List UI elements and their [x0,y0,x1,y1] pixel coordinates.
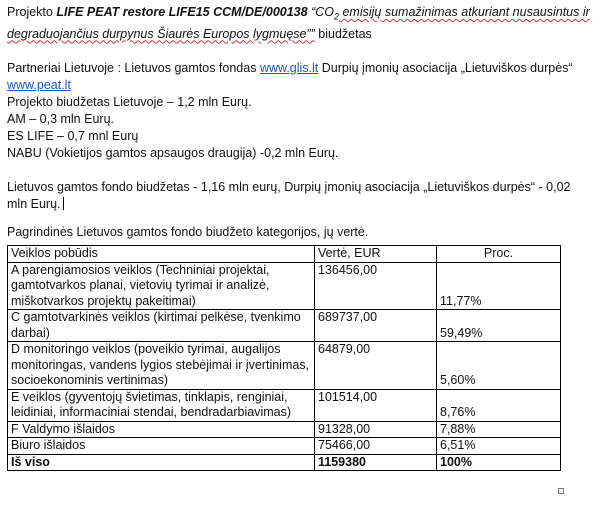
budget-table [7,245,561,471]
project-code: LIFE PEAT restore LIFE15 CCM/DE/000138 [56,5,308,19]
budget-line: ES LIFE – 0,7 mnl Eurų [7,128,139,143]
header-cell: Veiklos pobūdis [8,246,315,263]
value-cell: 75466,00 [315,438,437,455]
percent-cell: 59,49% [437,310,561,342]
project-name: emisijų sumažinimas atkuriant nusausintus ir degraduojančius durpynus Šiaurės Europos lygmuęse”” [7,5,590,41]
title-prefix: Projekto [7,5,57,19]
table-resize-handle[interactable] [558,488,564,494]
activity-cell: F Valdymo išlaidos [8,421,315,438]
table-row [8,438,561,455]
value-cell: 689737,00 [315,310,437,342]
activity-cell: D monitoringo veiklos (poveikio tyrimai, augalijos monitoringas, vandens lygios stebėjimai ir įvertinimas, socioekonominis vertinimas) [8,342,315,390]
table-total-row [8,454,561,471]
percent-cell: 8,76% [437,389,561,421]
total-value-cell: 1159380 [315,454,437,471]
table-header-row [8,246,561,263]
total-percent-cell: 100% [437,454,561,471]
activity-cell: Biuro išlaidos [8,438,315,455]
title-suffix: biudžetas [314,26,372,41]
table-row [8,262,561,310]
table-row [8,310,561,342]
value-cell: 91328,00 [315,421,437,438]
partners-prefix: Partneriai Lietuvoje : Lietuvos gamtos fondas [7,60,260,75]
table-row [8,389,561,421]
table-caption: Pagrindinės Lietuvos gamtos fondo biudžeto kategorijos, jų vertė. [7,224,369,239]
document-body[interactable] [7,4,592,240]
total-label-cell: Iš viso [8,454,315,471]
activity-cell: A parengiamosios veiklos (Techniniai projektai, gamtotvarkos planai, vietovių tyrimai ir analizė, miškotvarkos projektų pakeitimai) [8,262,315,310]
text-cursor [63,197,64,210]
header-cell: Vertė, EUR [315,246,437,263]
percent-cell: 11,77% [437,262,561,310]
glis-link[interactable]: www.glis.lt [259,60,319,75]
table-row [8,421,561,438]
budget-line: AM – 0,3 mln Eurų. [7,111,114,126]
budget-line: Projekto biudžetas Lietuvoje – 1,2 mln Eurų. [7,94,252,109]
budget-line: NABU (Vokietijos gamtos apsaugos draugija) -0,2 mln Eurų. [7,145,339,160]
peat-link[interactable]: www.peat.lt [7,77,71,92]
fund-budget-paragraph [7,179,592,213]
percent-cell: 5,60% [437,342,561,390]
activity-text: C gamtotvarkinės veiklos (kirtimai pelkėse, tvenkimo darbai) [11,310,301,340]
value-cell: 64879,00 [315,342,437,390]
table-row [8,342,561,390]
activity-cell: E veiklos (gyventojų švietimas, tinklapis, renginiai, leidiniai, informaciniai stendai, bendradarbiavimas) [8,389,315,421]
fund-budget-text: Lietuvos gamtos fondo biudžetas - 1,16 mln eurų, Durpių įmonių asociacija „Lietuviškos durpės“ - 0,02 mln Eurų. [7,179,571,211]
value-cell: 136456,00 [315,262,437,310]
percent-cell: 7,88% [437,421,561,438]
value-cell: 101514,00 [315,389,437,421]
title-quote-start: “CO [307,5,334,19]
project-title-paragraph [7,4,592,43]
header-cell: Proc. [437,246,561,263]
title-subscript: 2 [333,11,339,22]
partners-middle: Durpių įmonių asociacija „Lietuviškos durpės“ [318,60,573,75]
activity-cell [8,310,315,342]
partners-paragraph [7,60,592,94]
percent-cell: 6,51% [437,438,561,455]
